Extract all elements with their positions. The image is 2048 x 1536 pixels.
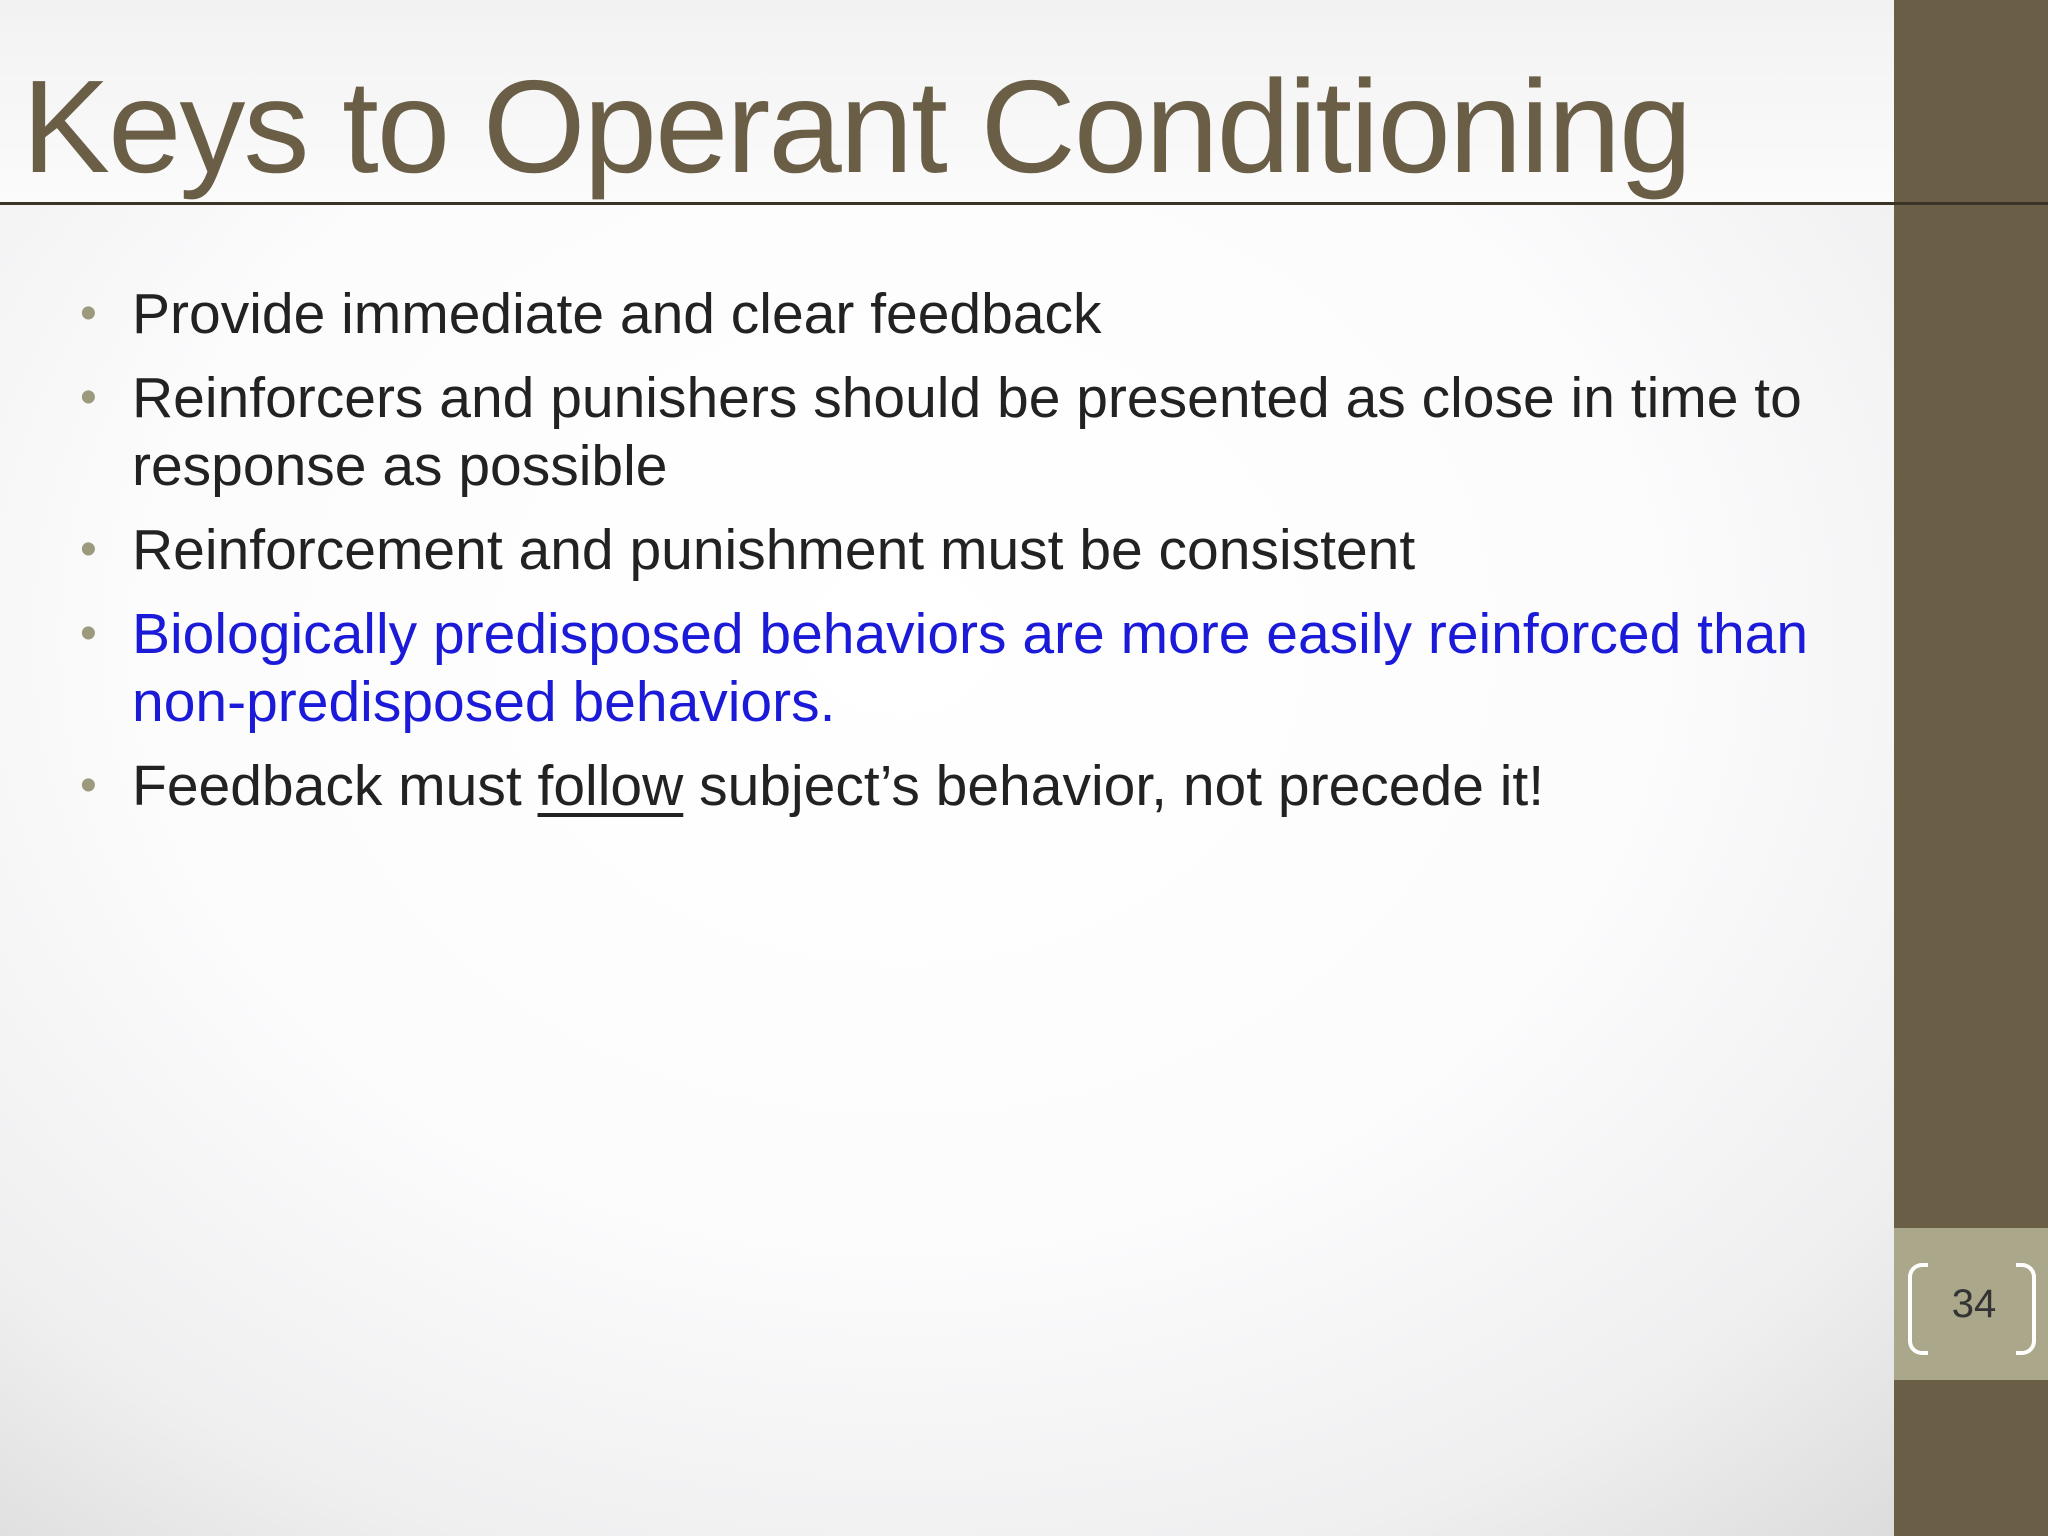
bullet-icon: • [80,759,97,812]
list-item [80,280,1820,348]
bullet-icon: • [80,523,97,576]
list-item [80,516,1820,584]
bullet-text: Biologically predisposed behaviors are more easily reinforced than non-predisposed behaviors. [132,602,1809,734]
bullet-list [80,280,1820,836]
bullet-text: Reinforcers and punishers should be presented as close in time to response as possible [132,366,1802,498]
list-item [80,364,1820,500]
bullet-icon: • [80,607,97,660]
underlined-word: follow [537,754,684,818]
bullet-text: Reinforcement and punishment must be consistent [132,518,1416,582]
bullet-icon: • [80,287,97,340]
page-number: 34 [1951,1282,1997,1326]
bullet-text: Provide immediate and clear feedback [132,282,1102,346]
bullet-text-after: subject’s behavior, not precede it! [683,754,1545,818]
slide-title: Keys to Operant Conditioning [22,53,1691,200]
title-divider [0,202,2048,205]
page-number-box [1894,1228,2048,1380]
list-item-highlighted [80,600,1820,736]
bullet-text-before: Feedback must [132,754,538,818]
list-item [80,752,1820,820]
bullet-text [132,754,1544,818]
bullet-icon: • [80,371,97,424]
